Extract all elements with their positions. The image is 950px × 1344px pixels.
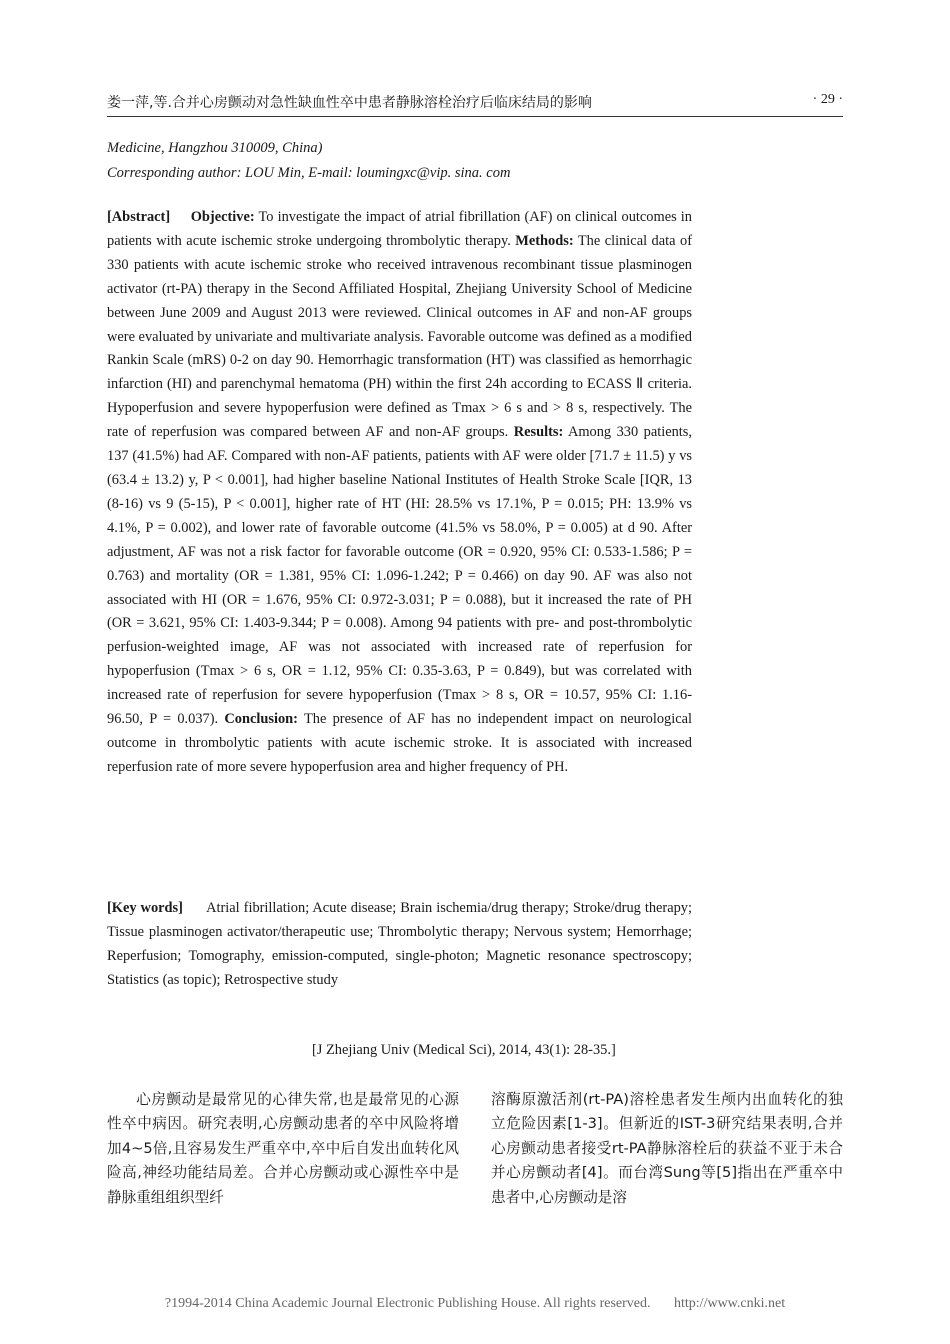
- conclusion-label: Conclusion:: [224, 711, 298, 728]
- abstract: [107, 206, 692, 780]
- header-rule: [107, 116, 843, 117]
- objective-label: Objective:: [190, 209, 255, 225]
- methods-text: The clinical data of 330 patients with acute ischemic stroke who received intravenous recombinant tissue plasminogen activator (rt-PA) therapy in the Second Affiliated Hospital, Zhejiang University School of Medicine between June 2009 and August 2013 were reviewed. Clinical outcomes in AF and non-AF groups were evaluated by univariate and multivariate analysis. Favorable outcome was defined as a modified Rankin Scale (mRS) 0-2 on day 90. Hemorrhagic transformation (HT) was classified as hemorrhagic infarction (HI) and parenchymal hematoma (PH) within the first 24h according to ECASS Ⅱ criteria. Hypoperfusion and severe hypoperfusion were defined as Tmax > 6 s and > 8 s, respectively. The rate of reperfusion was compared between AF and non-AF groups.: [107, 232, 693, 441]
- corresponding-author: Corresponding author: LOU Min, E-mail: loumingxc@vip. sina. com: [107, 165, 511, 181]
- footer-url[interactable]: http://www.cnki.net: [674, 1296, 786, 1311]
- results-text: Among 330 patients, 137 (41.5%) had AF. Compared with non-AF patients, patients with AF were older [71.7 ± 11.5) y vs (63.4 ± 13.2) y, P < 0.001], had higher baseline National Institutes of Health Stroke Scale [IQR, 13 (8-16) vs 9 (5-15), P < 0.001], higher rate of HT (HI: 28.5% vs 17.1%, P = 0.015; PH: 13.9% vs 4.1%, P = 0.002), and lower rate of favorable outcome (41.5% vs 58.0%, P = 0.005) at d 90. After adjustment, AF was not a risk factor for favorable outcome (OR = 0.920, 95% CI: 0.533-1.586; P = 0.763) and mortality (OR = 1.381, 95% CI: 1.096-1.242; P = 0.466) on day 90. AF was also not associated with HI (OR = 1.676, 95% CI: 0.972-3.031; P = 0.088), but it increased the rate of PH (OR = 3.621, 95% CI: 1.403-9.344; P = 0.008). Among 94 patients with pre- and post-thrombolytic perfusion-weighted image, AF was not associated with increased rate of reperfusion for hypoperfusion (Tmax > 6 s, OR = 1.12, 95% CI: 0.35-3.63, P = 0.849), but was correlated with increased rate of reperfusion for severe hypoperfusion (Tmax > 8 s, OR = 10.57, 95% CI: 1.16-96.50, P = 0.037).: [107, 424, 692, 728]
- running-title: 娄一萍,等.合并心房颤动对急性缺血性卒中患者静脉溶栓治疗后临床结局的影响: [107, 95, 592, 111]
- page-number: · 29 ·: [812, 92, 843, 107]
- conclusion-text: The presence of AF has no independent impact on neurological outcome in thrombolytic patients with acute ischemic stroke. It is associated with increased reperfusion rate of more severe hypoperfusion area and higher frequency of PH.: [107, 711, 692, 775]
- results-label: Results:: [513, 424, 564, 441]
- keywords-label: [Key words]: [107, 900, 183, 916]
- affiliation-line: Medicine, Hangzhou 310009, China): [107, 140, 323, 156]
- citation: [J Zhejiang Univ (Medical Sci), 2014, 43(1): 28-35.]: [312, 1042, 616, 1058]
- footer: [0, 1296, 950, 1312]
- keywords: [107, 897, 692, 993]
- running-header: [107, 92, 843, 116]
- affiliation-block: [107, 136, 707, 186]
- objective-text: To investigate the impact of atrial fibrillation (AF) on clinical outcomes in patients with acute ischemic stroke undergoing thrombolytic therapy.: [107, 209, 692, 249]
- keywords-text: Atrial fibrillation; Acute disease; Brain ischemia/drug therapy; Stroke/drug therapy; Tissue plasminogen activator/therapeutic use; Thrombolytic therapy; Nervous system; Hemorrhage; Reperfusion; Tomography, emission-computed, single-photon; Magnetic resonance spectroscopy; Statistics (as topic); Retrospective study: [107, 900, 692, 988]
- body-left-column: 心房颤动是最常见的心律失常,也是最常见的心源性卒中病因。研究表明,心房颤动患者的卒中风险将增加4~5倍,且容易发生严重卒中,卒中后自发出血转化风险高,神经功能结局差。合并心房颤动或心源性卒中是静脉重组组织型纤: [107, 1091, 459, 1206]
- methods-label: Methods:: [515, 232, 574, 249]
- body-right-column: 溶酶原激活剂(rt-PA)溶栓患者发生颅内出血转化的独立危险因素[1-3]。但新近的IST-3研究结果表明,合并心房颤动患者接受rt-PA静脉溶栓后的获益不亚于未合并心房颤动者[4]。而台湾Sung等[5]指出在严重卒中患者中,心房颤动是溶: [491, 1091, 843, 1206]
- abstract-label: [Abstract]: [107, 209, 171, 225]
- copyright-notice: ?1994-2014 China Academic Journal Electronic Publishing House. All rights reserved.: [164, 1296, 651, 1311]
